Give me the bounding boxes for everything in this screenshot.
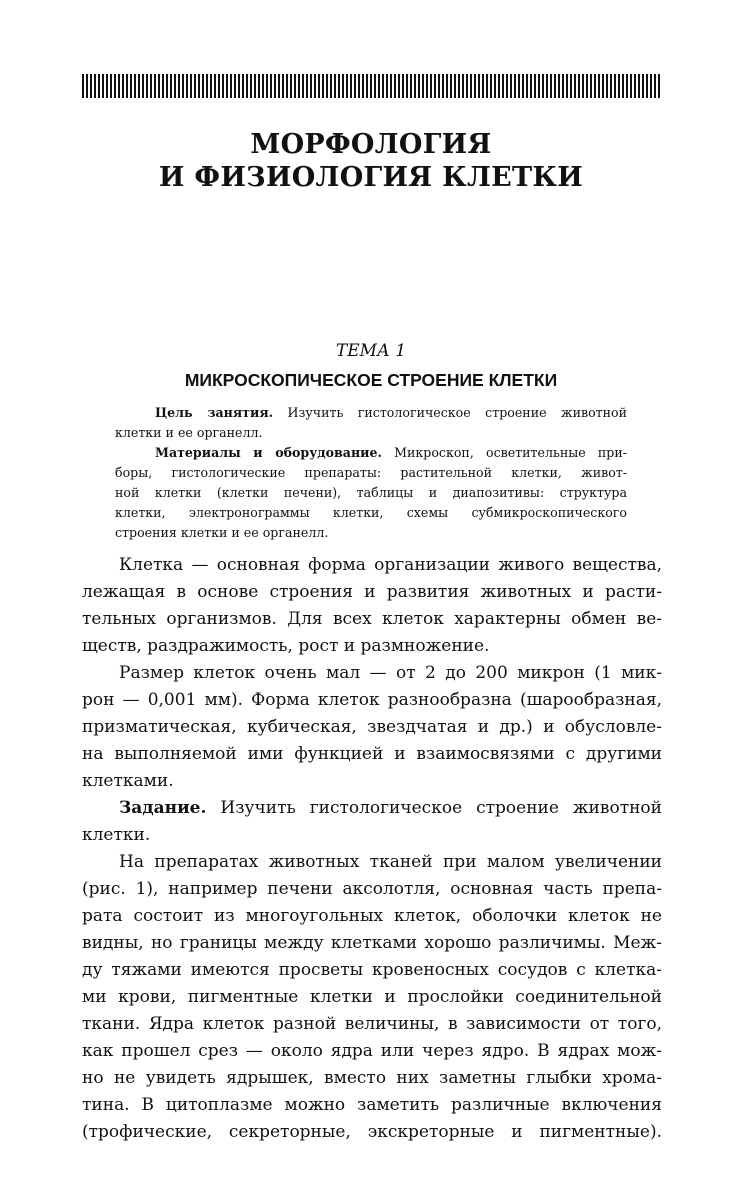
paragraph-line: клетками. [82,771,174,791]
lesson-materials-line: Материалы и оборудование. Микроскоп, осветительные при- [155,445,627,460]
paragraph-line: видны, но границы между клетками хорошо различимы. Меж- [82,933,662,953]
lesson-materials-line: ной клетки (клетки печени), таблицы и диапозитивы: структура [115,485,627,500]
lesson-goal [115,403,627,443]
task-label: Задание. [119,798,207,818]
chapter-title [82,128,660,194]
paragraph-line: Задание. Изучить гистологическое строение животной [119,798,662,818]
paragraph-line: ществ, раздражимость, рост и размножение. [82,636,490,656]
lesson-materials-label: Материалы и оборудование. [155,445,382,460]
paragraph-line: (рис. 1), например печени аксолотля, основная часть препа- [82,879,662,899]
paragraph-line: рон — 0,001 мм). Форма клеток разнообразна (шарообразная, [82,690,662,710]
paragraph-line: но не увидеть ядрышек, вместо них заметны глыбки хрома- [82,1068,662,1088]
paragraph-preparations [82,849,662,1146]
lesson-goal-line: клетки и ее органелл. [115,425,263,440]
lesson-goal-line: Цель занятия. Изучить гистологическое строение животной [155,405,627,420]
paragraph-line: (трофические, секреторные, экскреторные и пигментные). [82,1122,662,1142]
paragraph-line: призматическая, кубическая, звездчатая и др.) и обусловле- [82,717,662,737]
paragraph-line: как прошел срез — около ядра или через ядро. В ядрах мож- [82,1041,662,1061]
paragraph-line: лежащая в основе строения и развития животных и расти- [82,582,662,602]
paragraph-line: ткани. Ядра клеток разной величины, в зависимости от того, [82,1014,662,1034]
chapter-title-line-1: МОРФОЛОГИЯ [250,129,492,160]
paragraph-line: тельных организмов. Для всех клеток характерны обмен ве- [82,609,662,629]
paragraph-line: Размер клеток очень мал — от 2 до 200 микрон (1 мик- [119,663,662,683]
topic-title: МИКРОСКОПИЧЕСКОЕ СТРОЕНИЕ КЛЕТКИ [184,370,558,390]
paragraph-line: Клетка — основная форма организации живого вещества, [119,555,662,575]
lesson-goal-label: Цель занятия. [155,405,274,420]
paragraph-line: ду тяжами имеются просветы кровеносных сосудов с клетка- [82,960,662,980]
chapter-title-line-2: И ФИЗИОЛОГИЯ КЛЕТКИ [158,162,584,193]
paragraph-cell-size [82,660,662,795]
paragraph-line: на выполняемой ими функцией и взаимосвязями с другими [82,744,662,764]
paragraph-line: На препаратах животных тканей при малом увеличении [119,852,662,872]
lesson-materials [115,443,627,543]
task-paragraph [82,795,662,849]
paragraph-line: клетки. [82,825,151,845]
paragraph-cell-definition [82,552,662,660]
lesson-materials-line: строения клетки и ее органелл. [115,525,329,540]
lesson-materials-line: клетки, электронограммы клетки, схемы субмикроскопического [115,505,627,520]
topic-number: ТЕМА 1 [335,341,407,361]
paragraph-line: ми крови, пигментные клетки и прослойки соединительной [82,987,662,1007]
decorative-header-rule [82,74,660,98]
paragraph-line: рата состоит из многоугольных клеток, оболочки клеток не [82,906,662,926]
lesson-materials-line: боры, гистологические препараты: растительной клетки, живот- [115,465,627,480]
paragraph-line: тина. В цитоплазме можно заметить различные включения [82,1095,662,1115]
